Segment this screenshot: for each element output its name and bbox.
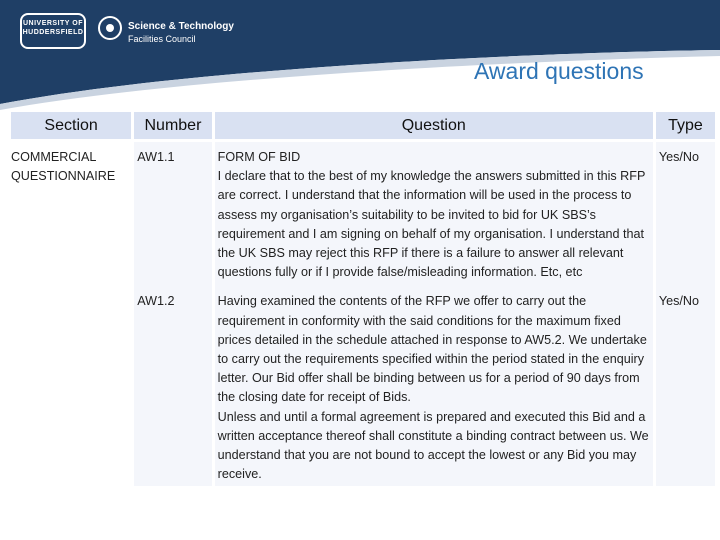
cell-question: Having examined the contents of the RFP we offer to carry out the requirement in conformity with the said conditions for the maximum fixed prices detailed in the schedule attached in response to AW5.2. We undertake to carry out the requirements specified within the period stated in the enquiry letter. Our Bid offer shall be binding between us for a period of 90 days from the closing date for receipt of Bids. Unless and until a formal agreement is prepared and executed this Bid and a written acceptance thereof shall constitute a binding contract between us. We understand that you are not bound to accept the lowest or any Bid you may receive.: [215, 284, 653, 486]
column-header-type: Type: [656, 112, 715, 142]
cell-type: Yes/No: [656, 142, 715, 284]
council-logo-line2: Facilities Council: [128, 34, 196, 44]
council-logo-line1: Science & Technology: [128, 21, 234, 32]
column-header-question: Question: [215, 112, 653, 142]
cell-section: [11, 284, 131, 486]
table-row: [11, 284, 715, 486]
council-logo-icon: [98, 16, 122, 40]
cell-section: COMMERCIAL QUESTIONNAIRE: [11, 142, 131, 284]
page-title: Award questions: [474, 58, 644, 84]
cell-number: AW1.2: [134, 284, 211, 486]
cell-number: AW1.1: [134, 142, 211, 284]
university-logo-text: UNIVERSITY OF HUDDERSFIELD: [22, 20, 84, 36]
cell-type: Yes/No: [656, 284, 715, 486]
table-header-row: [11, 112, 715, 142]
cell-question: FORM OF BID I declare that to the best of my knowledge the answers submitted in this RFP are correct. I understand that the information will be used in the process to assess my organisation’s suitability to be invited to bid for UK SBS’s requirement and I am signing on behalf of my organisation. I understand that the UK SBS may reject this RFP if there is a failure to answer all relevant questions fully or if I provide false/misleading information. Etc, etc: [215, 142, 653, 284]
header-banner: [0, 0, 720, 110]
column-header-section: Section: [11, 112, 131, 142]
table-row: [11, 142, 715, 284]
award-questions-table: [8, 112, 718, 486]
column-header-number: Number: [134, 112, 211, 142]
university-logo: [20, 13, 86, 49]
